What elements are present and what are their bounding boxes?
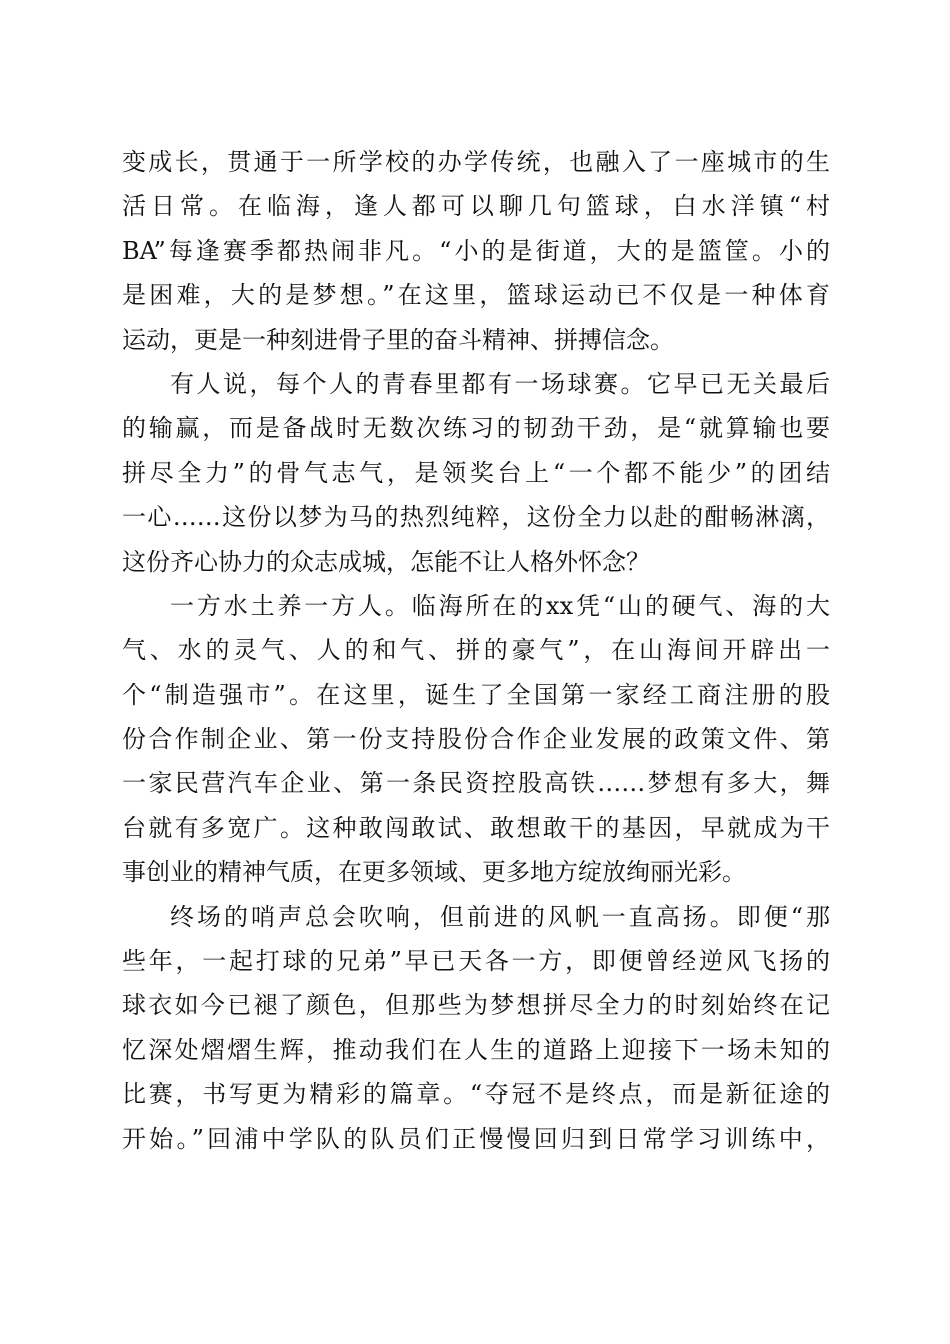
text-line: 球衣如今已褪了颜色，但那些为梦想拼尽全力的时刻始终在记 <box>122 991 830 1020</box>
text-line: 个“制造强市”。在这里，诞生了全国第一家经工商注册的股 <box>122 680 830 709</box>
text-line: 比赛，书写更为精彩的篇章。“夺冠不是终点，而是新征途的 <box>122 1080 830 1109</box>
article-body <box>122 140 830 1161</box>
paragraph <box>122 584 830 895</box>
text-line: 份合作制企业、第一份支持股份合作企业发展的政策文件、第 <box>122 725 830 754</box>
text-line: 拼尽全力”的骨气志气，是领奖台上“一个都不能少”的团结 <box>122 458 830 487</box>
text-line: 台就有多宽广。这种敢闯敢试、敢想敢干的基因，早就成为干 <box>122 813 830 842</box>
text-line: 事创业的精神气质，在更多领域、更多地方绽放绚丽光彩。 <box>122 858 746 887</box>
text-line: 终场的哨声总会吹响，但前进的风帆一直高扬。即便“那 <box>170 902 830 931</box>
text-line: 些年，一起打球的兄弟”早已天各一方，即便曾经逆风飞扬的 <box>122 947 830 976</box>
text-line: 的输赢，而是备战时无数次练习的韧劲干劲，是“就算输也要 <box>122 414 830 443</box>
text-line: 一心……这份以梦为马的热烈纯粹，这份全力以赴的酣畅淋漓， <box>122 503 830 532</box>
text-line: 这份齐心协力的众志成城，怎能不让人格外怀念？ <box>122 547 650 576</box>
paragraph <box>122 140 830 362</box>
text-line: 气、水的灵气、人的和气、拼的豪气”，在山海间开辟出一 <box>122 636 830 665</box>
text-line: 变成长，贯通于一所学校的办学传统，也融入了一座城市的生 <box>122 148 830 176</box>
text-line: 忆深处熠熠生辉，推动我们在人生的道路上迎接下一场未知的 <box>122 1035 830 1064</box>
text-line: BA”每逢赛季都热闹非凡。“小的是街道，大的是篮筐。小的 <box>122 236 830 265</box>
text-line: 活日常。在临海，逢人都可以聊几句篮球，白水洋镇“村 <box>122 192 830 221</box>
text-line: 是困难，大的是梦想。”在这里，篮球运动已不仅是一种体育 <box>122 281 830 310</box>
text-line: 一家民营汽车企业、第一条民资控股高铁……梦想有多大，舞 <box>122 769 830 798</box>
text-line: 运动，更是一种刻进骨子里的奋斗精神、拼搏信念。 <box>122 325 674 354</box>
text-line: 一方水土养一方人。临海所在的xx凭“山的硬气、海的大 <box>170 591 830 620</box>
paragraph <box>122 362 830 584</box>
text-line: 有人说，每个人的青春里都有一场球赛。它早已无关最后 <box>170 369 830 398</box>
text-line: 开始。”回浦中学队的队员们正慢慢回归到日常学习训练中， <box>122 1124 830 1153</box>
paragraph <box>122 895 830 1161</box>
